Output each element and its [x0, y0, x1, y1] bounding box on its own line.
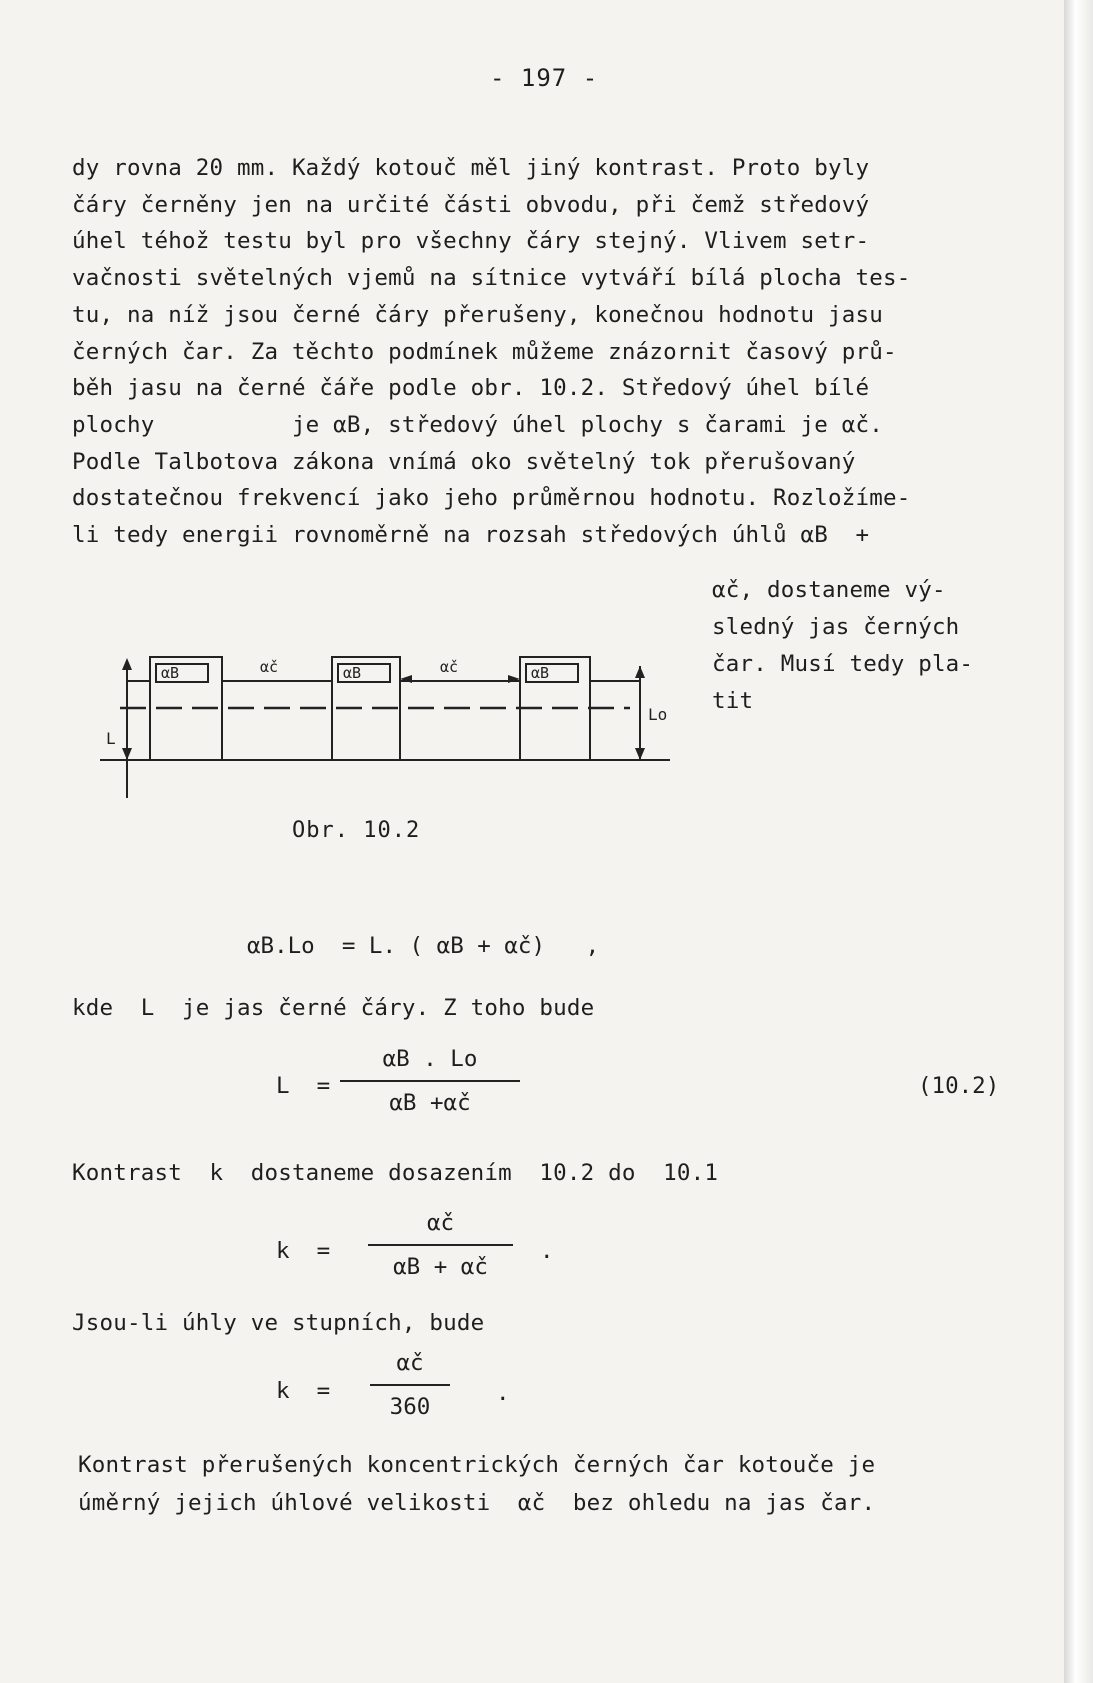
eq-10-2-denominator: αB +αč	[389, 1090, 471, 1116]
main-paragraph	[72, 150, 1032, 554]
eq-k1-suffix: .	[540, 1238, 554, 1264]
side-line: čar. Musí tedy pla-	[712, 651, 974, 677]
eq-k2-fraction	[370, 1348, 450, 1422]
paragraph-line: běh jasu na černé čáře podle obr. 10.2. Středový úhel bílé	[72, 375, 870, 402]
eq-k2-lhs: k =	[276, 1378, 331, 1404]
equation-number: (10.2)	[918, 1073, 1000, 1099]
l-label: L	[106, 729, 116, 748]
fraction-bar	[368, 1244, 513, 1246]
closing-paragraph	[78, 1446, 875, 1522]
paragraph-line: dy rovna 20 mm. Každý kotouč měl jiný kontrast. Proto byly	[72, 155, 870, 181]
side-line: tit	[712, 688, 754, 714]
paragraph-line: dostatečnou frekvencí jako jeho průměrnou hodnotu. Rozložíme-	[72, 485, 911, 512]
luminance-waveform-figure	[100, 640, 680, 800]
alpha-b-label: αB	[531, 664, 550, 682]
paragraph-line: úhel téhož testu byl pro všechny čáry stejný. Vlivem setr-	[72, 228, 870, 255]
equation-inline: αB.Lo = L. ( αB + αč) ,	[247, 933, 600, 959]
eq-k2-suffix: .	[496, 1380, 510, 1406]
paragraph-line: čáry černěny jen na určité části obvodu, při čemž středový	[72, 191, 870, 218]
side-line: sledný jas černých	[712, 614, 960, 640]
alpha-c-label: αč	[440, 658, 459, 676]
eq-10-2-fraction	[340, 1044, 520, 1118]
lo-label: Lo	[648, 705, 668, 724]
paragraph-line: plochy je αB, středový úhel plochy s čarami je αč.	[72, 411, 884, 438]
eq-10-2-numerator: αB . Lo	[382, 1046, 478, 1072]
eq-k2-numerator: αč	[396, 1350, 424, 1376]
page-number: - 197 -	[490, 64, 599, 92]
fraction-bar	[340, 1080, 520, 1082]
closing-line: Kontrast přerušených koncentrických černých čar kotouče je	[78, 1452, 876, 1478]
eq-k1-numerator: αč	[426, 1210, 455, 1236]
kde-line: kde L je jas černé čáry. Z toho bude	[72, 995, 595, 1021]
fraction-bar	[370, 1384, 450, 1386]
kontrast-line: Kontrast k dostaneme dosazením 10.2 do 10.1	[72, 1160, 719, 1186]
eq-k1-lhs: k =	[276, 1238, 331, 1264]
alpha-b-label: αB	[161, 664, 180, 682]
side-text	[712, 572, 973, 720]
paragraph-line: vačnosti světelných vjemů na sítnice vytváří bílá plocha tes-	[72, 265, 911, 292]
eq-10-2-lhs: L =	[276, 1073, 331, 1099]
closing-line: úměrný jejich úhlové velikosti αč bez ohledu na jas čar.	[78, 1490, 876, 1516]
side-line: αč, dostaneme vý-	[712, 577, 946, 603]
paragraph-line: černých čar. Za těchto podmínek můžeme znázornit časový prů-	[72, 338, 897, 365]
alpha-c-label: αč	[260, 658, 279, 676]
jsou-line: Jsou-li úhly ve stupních, bude	[72, 1310, 485, 1336]
eq-k1-denominator: αB + αč	[393, 1254, 488, 1280]
figure-caption: Obr. 10.2	[292, 818, 421, 843]
eq-k2-denominator: 360	[389, 1394, 431, 1420]
paragraph-line: tu, na níž jsou černé čáry přerušeny, konečnou hodnotu jasu	[72, 301, 884, 328]
paragraph-line: Podle Talbotova zákona vnímá oko světelný tok přerušovaný	[72, 448, 856, 475]
eq-k1-fraction	[368, 1208, 513, 1282]
page-edge	[1064, 0, 1093, 1683]
alpha-b-label: αB	[343, 664, 362, 682]
paragraph-line: li tedy energii rovnoměrně na rozsah středových úhlů αB +	[72, 522, 870, 549]
